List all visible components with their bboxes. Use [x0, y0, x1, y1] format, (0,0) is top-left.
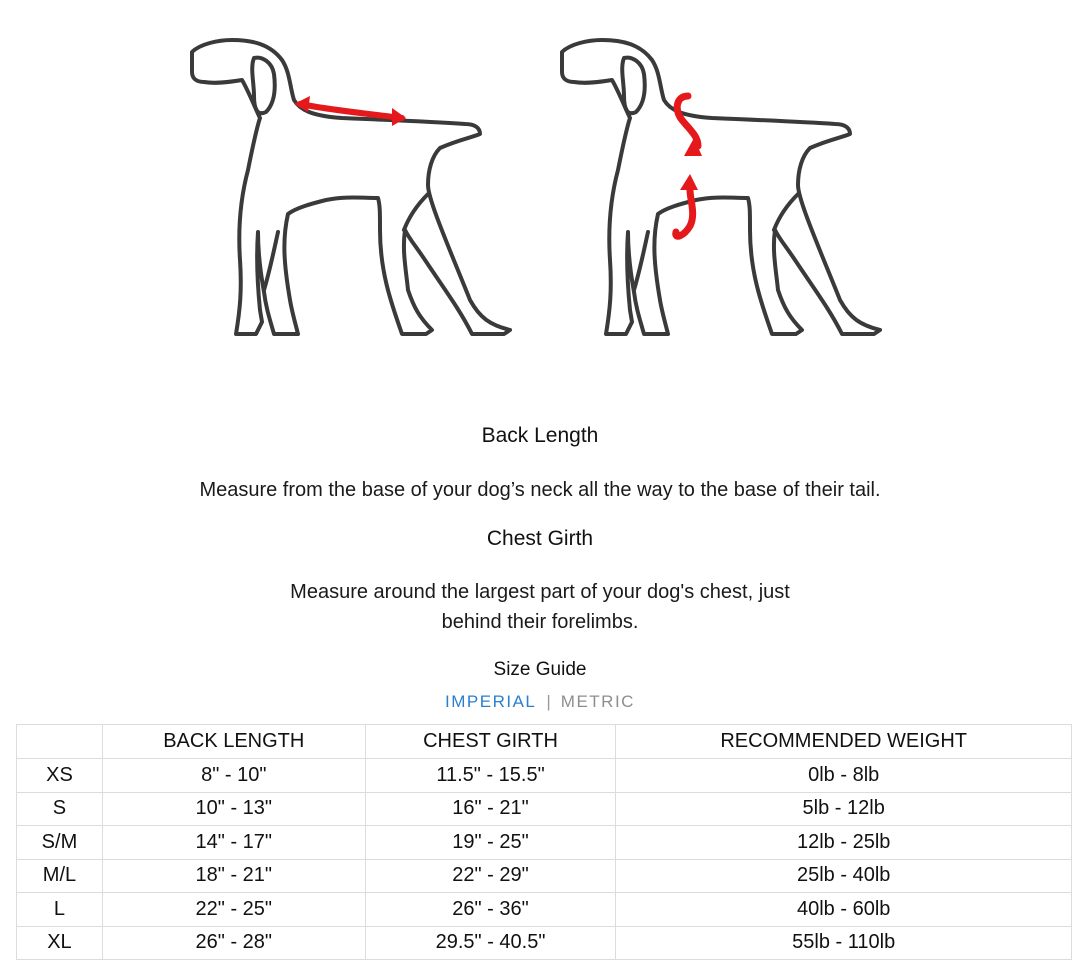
size-cell: L: [17, 893, 103, 927]
chest-girth-description: Measure around the largest part of your dog's chest, just behind their forelimbs.: [290, 581, 790, 633]
back-length-cell: 10" - 13": [102, 792, 365, 826]
header-chest-girth: CHEST GIRTH: [365, 725, 616, 759]
chest-girth-cell: 29.5" - 40.5": [365, 926, 616, 960]
unit-imperial-button[interactable]: IMPERIAL: [445, 692, 537, 711]
size-cell: M/L: [17, 859, 103, 893]
back-length-cell: 18" - 21": [102, 859, 365, 893]
back-length-description: Measure from the base of your dog’s neck all the way to the base of their tail.: [199, 479, 881, 501]
header-recommended-weight: RECOMMENDED WEIGHT: [616, 725, 1072, 759]
table-row: [17, 826, 1072, 860]
weight-cell: 0lb - 8lb: [616, 759, 1072, 793]
chest-girth-cell: 22" - 29": [365, 859, 616, 893]
table-row: [17, 893, 1072, 927]
unit-separator: |: [546, 692, 551, 711]
table-header-row: [17, 725, 1072, 759]
weight-cell: 25lb - 40lb: [616, 859, 1072, 893]
table-row: [17, 792, 1072, 826]
weight-cell: 5lb - 12lb: [616, 792, 1072, 826]
unit-metric-button[interactable]: METRIC: [560, 692, 635, 711]
back-length-cell: 8" - 10": [102, 759, 365, 793]
weight-cell: 40lb - 60lb: [616, 893, 1072, 927]
table-row: [17, 926, 1072, 960]
size-guide-title: Size Guide: [493, 659, 587, 680]
size-cell: XL: [17, 926, 103, 960]
weight-cell: 55lb - 110lb: [616, 926, 1072, 960]
measurement-illustrations: [0, 0, 1080, 380]
back-length-cell: 14" - 17": [102, 826, 365, 860]
back-length-title: Back Length: [481, 424, 599, 447]
chest-girth-cell: 26" - 36": [365, 893, 616, 927]
header-size: [17, 725, 103, 759]
dog-back-length-icon: [170, 0, 540, 370]
size-cell: S/M: [17, 826, 103, 860]
table-row: [17, 759, 1072, 793]
unit-toggle: [0, 692, 1080, 712]
chest-girth-title: Chest Girth: [486, 527, 594, 550]
size-cell: XS: [17, 759, 103, 793]
chest-girth-cell: 19" - 25": [365, 826, 616, 860]
dog-chest-girth-icon: [540, 0, 910, 370]
back-length-cell: 22" - 25": [102, 893, 365, 927]
size-cell: S: [17, 792, 103, 826]
weight-cell: 12lb - 25lb: [616, 826, 1072, 860]
size-guide-table: [16, 724, 1072, 960]
back-length-cell: 26" - 28": [102, 926, 365, 960]
table-row: [17, 859, 1072, 893]
chest-girth-cell: 16" - 21": [365, 792, 616, 826]
chest-girth-cell: 11.5" - 15.5": [365, 759, 616, 793]
header-back-length: BACK LENGTH: [102, 725, 365, 759]
